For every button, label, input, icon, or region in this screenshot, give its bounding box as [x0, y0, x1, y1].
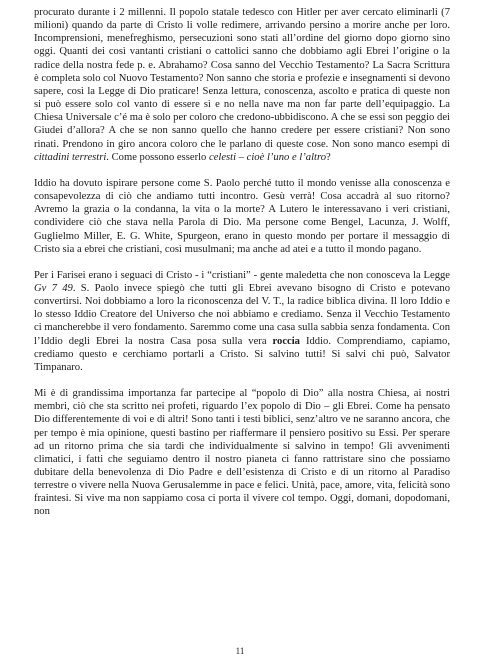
bible-reference: Gv 7 49: [34, 282, 73, 294]
page-number: 11: [235, 646, 245, 656]
paragraph-gap: [34, 164, 450, 177]
paragraph-gap: [34, 256, 450, 269]
paragraph-1-text-3: ?: [326, 151, 331, 163]
page-content: [34, 6, 450, 519]
paragraph-1-italic-2: celesti – cioè l’uno e l’altro: [209, 151, 326, 163]
paragraph-3-text-c: Iddio. Comprendiamo, capiamo, crediamo questo e cerchiamo portarli a Cristo. Si salvino tutti! Si salvi chi può, Salvator Timpanaro.: [34, 335, 450, 373]
paragraph-gap: [34, 374, 450, 387]
paragraph-1-text: procurato durante i 2 millenni. Il popolo statale tedesco con Hitler per aver cercato eliminarli (7 milioni) quando da parte di Cristo li volle redimere, arrivando persino a morire anche per loro. Incomprensioni, menefreghismo, persecuzioni sono stati all’ordine del giorno dopo giorno sino oggi. Quanti dei così vantanti cristiani o cattolici sanno che dobbiamo agli Ebrei l’origine o la radice della nostra fede p. e. Abrahamo? Cosa sanno del Vecchio Testamento? La Sacra Scrittura è completa solo col Nuovo Testamento? Non sanno che storia e profezie e insegnamenti si devono sapere, così la Legge di Dio praticare! Senza lettura, conoscenza, ascolto e pratica di queste non si può essere solo col vanto di essere sì e no nella nave ma non far parte dell’equipaggio. La Chiesa Universale c’é ma è solo per coloro che credono-ubbidiscono. A che se essi son peggio dei Giudei d’allora? A che se non sanno quello che hanno credere per essere cristiani? Non sono rinati. Prendono in giro ancora coloro che le parlano di queste cose. Non sono manco esempi di: [34, 7, 450, 150]
paragraph-1: [34, 6, 450, 164]
paragraph-3-text-a: Per i Farisei erano i seguaci di Cristo - i “cristiani” - gente maledetta che non conosceva la Legge: [34, 269, 450, 281]
paragraph-3-text-b: . S. Paolo invece spiegò che tutti gli Ebrei avevano bisogno di Cristo e potevano convertirsi. Noi dobbiamo a loro la riconoscenza del V. T., la radice biblica divina. Il loro Iddio e lo stesso Iddio Creatore del Universo che noi abbiamo e crediamo. Senza il Vecchio Testamento ci mancherebbe il vero fondamento. Saremmo come una casa sulla sabbia senza fondamenta. Con l’Iddio degli Ebrei la nostra Casa posa sulla vera: [34, 282, 450, 347]
paragraph-1-italic: cittadini terrestri: [34, 151, 107, 163]
paragraph-1-text-2: . Come possono esserlo: [106, 151, 207, 163]
emphasis-roccia: roccia: [272, 335, 300, 347]
paragraph-2: Iddio ha dovuto ispirare persone come S. Paolo perché tutto il mondo venisse alla conoscenza e consapevolezza di ciò che andiamo tutti incontro. Gesù verrà! Cosa accadrà al suo ritorno? Avremo la grazia o la condanna, la vita o la morte? A Lutero le interessavano i veri cristiani, condividere ciò che stava nella Parola di Dio. Ma persone come Bengel, Lacunza, J. Wolff, Guglielmo Miller, E. G. White, Spurgeon, erano in questo mondo per portare il messaggio di Cristo sia a ebrei che cristiani, così musulmani; ma anche ad atei e a tutto il mondo pagano.: [34, 177, 450, 255]
paragraph-3: [34, 269, 450, 374]
paragraph-4: Mi è di grandissima importanza far partecipe al “popolo di Dio” alla nostra Chiesa, ai nostri membri, ciò che sta scritto nei profeti, riguardo l’ex popolo di Dio – gli Ebrei. Come ha pensato Dio differentemente di voi e di altri! Sono tanti i testi biblici, senz’altro ve ne saranno ancora, che per tempo è mia opinione, questi bastino per riaffermare il pensiero positivo su Essi. Per sperare ad un ritorno prima che sia tardi che individualmente si salvino in tempo! Gli avvenimenti climatici, i fatti che seguiamo dentro il nostro pianeta ci fanno rattristare sino che possiamo dubitare della benevolenza di Dio Padre e dell’esistenza di Cristo e di un ritorno al Paradiso terrestre o vivere nella Nuova Gerusalemme in pace e felici. Unità, pace, amore, vita, felicità sono fraintesi. Si vive ma non sappiamo cosa ci porta il vivere col tempo. Oggi, domani, dopodomani, non: [34, 388, 450, 518]
